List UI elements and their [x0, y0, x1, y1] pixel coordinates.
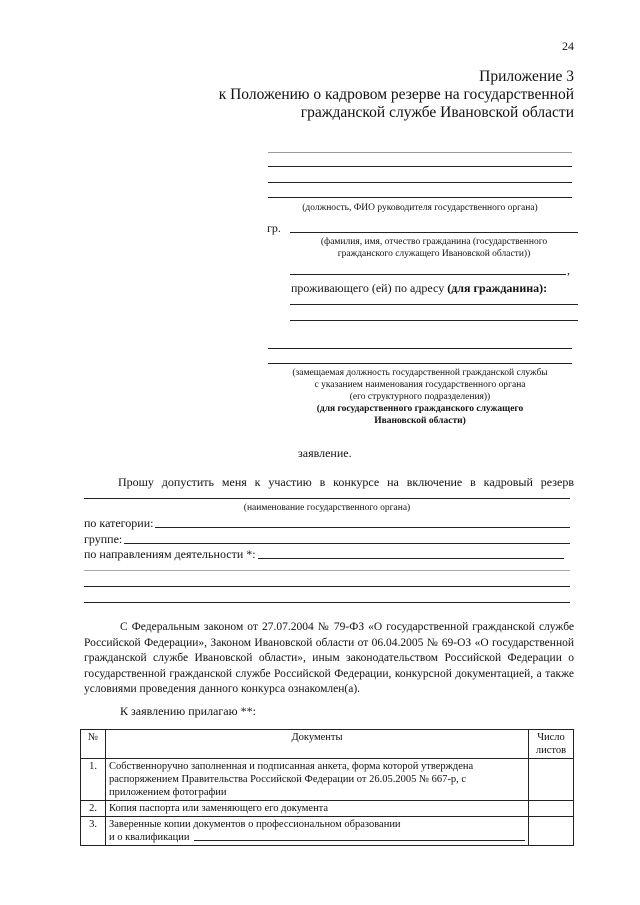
attach-label: К заявлению прилагаю **:: [120, 704, 256, 718]
position-caption-3: (его структурного подразделения)): [349, 392, 491, 402]
table-row: [81, 817, 574, 846]
position-bold-1: (для государственного гражданского служащего: [316, 404, 524, 414]
table-row: [81, 801, 574, 817]
appendix-header: [200, 68, 574, 122]
category-row: [84, 515, 570, 531]
residing-label: [291, 280, 547, 296]
appendix-title: Приложение 3: [479, 68, 574, 85]
extra-line-1: [84, 570, 570, 571]
citizen-name-line: [290, 232, 578, 233]
documents-table: [80, 729, 574, 846]
category-line: [155, 515, 570, 528]
comma: ,: [567, 263, 570, 277]
row-doc: Копия паспорта или заменяющего его документа: [106, 801, 529, 817]
head-line-1: [268, 152, 572, 153]
citizen-caption: [290, 236, 578, 260]
appendix-subtitle-2: гражданской службе Ивановской области: [300, 104, 574, 121]
citizen-line-2: [290, 274, 566, 275]
address-line-1: [290, 304, 578, 305]
category-label: по категории:: [84, 516, 154, 530]
group-line: [124, 531, 570, 544]
direction-row: [84, 546, 564, 562]
header-docs: Документы: [106, 730, 529, 759]
row-doc-line-2: и о квалификации: [109, 832, 190, 843]
law-paragraph: С Федеральным законом от 27.07.2004 № 79-ФЗ «О государственной гражданской службе Российской Федерации», Законом Ивановской области от 06.04.2005 № 69-ОЗ «О государственной гражданской службе Ивановской области», иным законодательством Российской Федерации о государственной гражданской службе Российской Федерации, конкурсной документацией, а также условиями проведения данного конкурса ознакомлен(а).: [84, 621, 574, 695]
head-line-4: [268, 197, 572, 198]
position-caption: [268, 367, 572, 427]
request-text: Прошу допустить меня к участию в конкурсе на включение в кадровый резерв: [118, 475, 574, 489]
row-num: 1.: [81, 759, 106, 801]
residing-text: проживающего (ей) по адресу: [291, 281, 445, 295]
row-count: [529, 759, 574, 801]
table-row: [81, 759, 574, 801]
extra-line-2: [84, 586, 570, 587]
position-caption-2: с указанием наименования государственного органа: [314, 380, 526, 390]
row-num: 3.: [81, 817, 106, 846]
position-line-2: [268, 363, 572, 364]
group-row: [84, 531, 570, 547]
residing-bold: (для гражданина):: [447, 281, 548, 295]
row-doc: [106, 817, 529, 846]
position-bold-2: Ивановской области): [374, 416, 466, 426]
head-line-3: [268, 182, 572, 183]
statement-title: заявление.: [298, 446, 352, 460]
row-doc-line-1: Заверенные копии документов о профессиональном образовании: [109, 819, 401, 830]
position-caption-1: (замещаемая должность государственной гражданской службы: [292, 368, 548, 378]
appendix-subtitle-1: к Положению о кадровом резерве на государственной: [218, 86, 574, 103]
header-count: Число листов: [529, 730, 574, 759]
citizen-caption-2: гражданского служащего Ивановской области)): [337, 249, 531, 259]
qualification-line: [194, 831, 525, 841]
page-number: 24: [562, 39, 574, 53]
organ-line: [84, 498, 570, 499]
header-num: №: [81, 730, 106, 759]
row-count: [529, 817, 574, 846]
row-count: [529, 801, 574, 817]
group-label: группе:: [84, 532, 123, 546]
position-line-1: [268, 348, 572, 349]
table-header-row: [81, 730, 574, 759]
organ-caption: (наименование государственного органа): [243, 503, 411, 513]
citizen-caption-1: (фамилия, имя, отчество гражданина (государственного: [320, 237, 548, 247]
head-caption: (должность, ФИО руководителя государственного органа): [302, 203, 538, 213]
direction-label: по направлениям деятельности *:: [84, 547, 256, 561]
address-line-2: [290, 320, 578, 321]
row-doc-line-2-wrap: [109, 831, 525, 844]
row-num: 2.: [81, 801, 106, 817]
row-doc: Собственноручно заполненная и подписанная анкета, форма которой утверждена распоряжением Правительства Российской Федерации от 26.05.2005 № 667-р, с приложением фотографии: [106, 759, 529, 801]
gr-label: гр.: [267, 221, 281, 235]
direction-line: [258, 546, 564, 559]
extra-line-3: [84, 602, 570, 603]
head-line-2: [268, 166, 572, 167]
